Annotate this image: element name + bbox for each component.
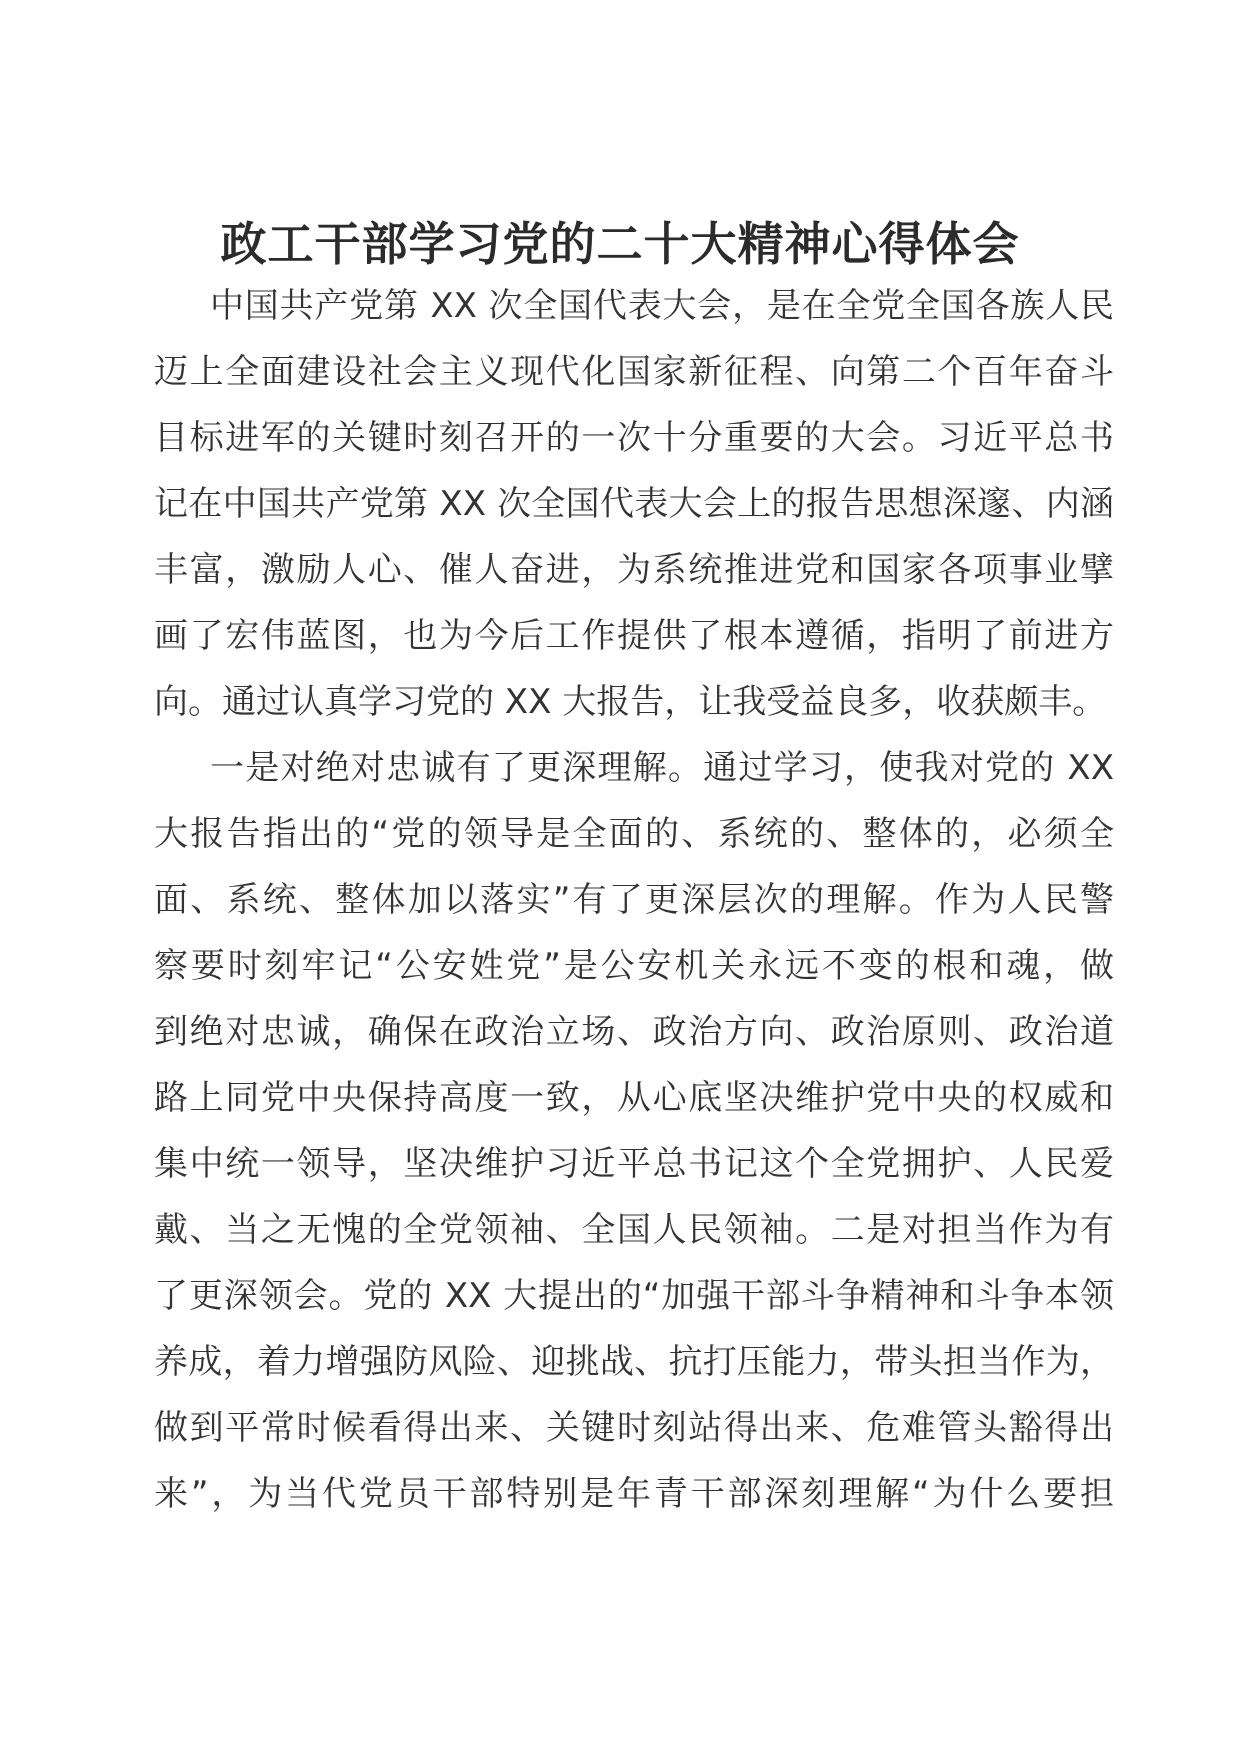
text-line: 向。通过认真学习党的 XX 大报告，让我受益良多，收获颇丰。 xyxy=(154,682,1107,722)
text-line: 迈上全面建设社会主义现代化国家新征程、向第二个百年奋斗 xyxy=(154,352,1114,392)
text-line: 丰富，激励人心、催人奋进，为系统推进党和国家各项事业擘 xyxy=(154,550,1114,590)
text-line: 记在中国共产党第 XX 次全国代表大会上的报告思想深邃、内涵 xyxy=(154,484,1114,524)
text-line: 画了宏伟蓝图，也为今后工作提供了根本遵循，指明了前进方 xyxy=(154,616,1114,656)
text-line: 大报告指出的“党的领导是全面的、系统的、整体的，必须全 xyxy=(154,814,1114,854)
text-line: 面、系统、整体加以落实”有了更深层次的理解。作为人民警 xyxy=(154,880,1114,920)
text-line: 了更深领会。党的 XX 大提出的“加强干部斗争精神和斗争本领 xyxy=(154,1276,1114,1316)
text-line: 察要时刻牢记“公安姓党”是公安机关永远不变的根和魂，做 xyxy=(154,946,1114,986)
document-title: 政工干部学习党的二十大精神心得体会 xyxy=(220,217,1020,271)
text-line: 一是对绝对忠诚有了更深理解。通过学习，使我对党的 XX xyxy=(210,748,1114,788)
text-line: 路上同党中央保持高度一致，从心底坚决维护党中央的权威和 xyxy=(154,1078,1114,1118)
text-line: 中国共产党第 XX 次全国代表大会，是在全党全国各族人民 xyxy=(210,286,1114,326)
text-line: 来”，为当代党员干部特别是年青干部深刻理解“为什么要担 xyxy=(154,1474,1114,1514)
text-line: 目标进军的关键时刻召开的一次十分重要的大会。习近平总书 xyxy=(154,418,1114,458)
text-line: 集中统一领导，坚决维护习近平总书记这个全党拥护、人民爱 xyxy=(154,1144,1114,1184)
text-line: 到绝对忠诚，确保在政治立场、政治方向、政治原则、政治道 xyxy=(154,1012,1114,1052)
text-line: 养成，着力增强防风险、迎挑战、抗打压能力，带头担当作为， xyxy=(154,1342,1114,1382)
text-line: 戴、当之无愧的全党领袖、全国人民领袖。二是对担当作为有 xyxy=(154,1210,1114,1250)
text-line: 做到平常时候看得出来、关键时刻站得出来、危难管头豁得出 xyxy=(154,1408,1114,1448)
